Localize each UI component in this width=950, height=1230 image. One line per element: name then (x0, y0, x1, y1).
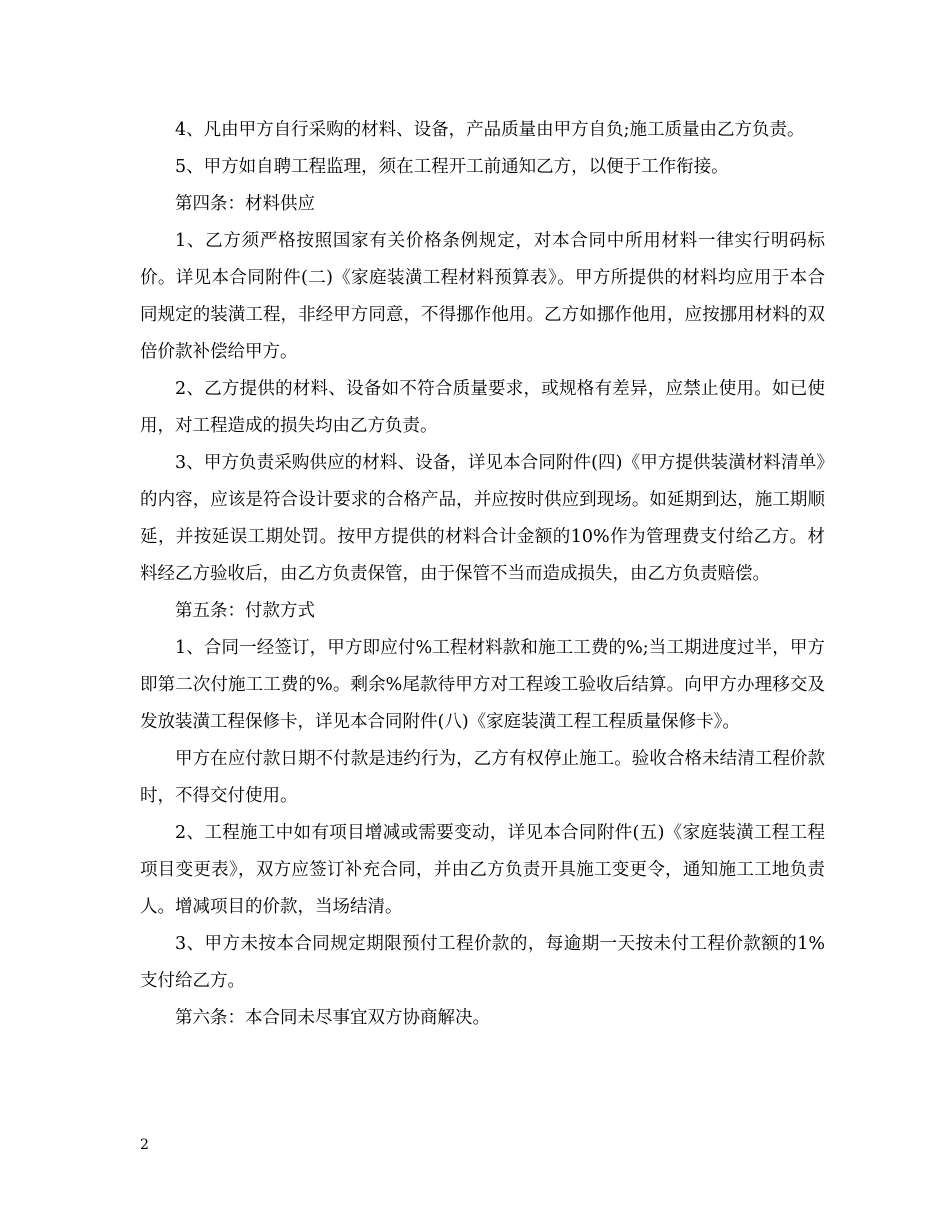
document-body (140, 112, 825, 1037)
paragraph-payment-schedule: 1、合同一经签订，甲方即应付%工程材料款和施工工费的%;当工期进度过半，甲方即第二次付施工工费的%。剩余%尾款待甲方对工程竣工验收后结算。向甲方办理移交及发放装潢工程保修卡，详见本合同附件(八)《家庭装潢工程工程质量保修卡》。 (140, 638, 825, 732)
section-heading-article-4: 第四条：材料供应 (175, 194, 315, 214)
paragraph-material-pricing: 1、乙方须严格按照国家有关价格条例规定，对本合同中所用材料一律实行明码标价。详见本合同附件(二)《家庭装潢工程材料预算表》。甲方所提供的材料均应用于本合同规定的装潢工程，非经甲方同意，不得挪作他用。乙方如挪作他用，应按挪用材料的双倍价款补偿给甲方。 (140, 231, 825, 362)
paragraph-item-5-supervision: 5、甲方如自聘工程监理，须在工程开工前通知乙方，以便于工作衔接。 (175, 157, 729, 177)
section-heading-article-5: 第五条：付款方式 (175, 601, 315, 621)
section-heading-article-6: 第六条：本合同未尽事宜双方协商解决。 (175, 1008, 490, 1028)
paragraph-payment-default: 甲方在应付款日期不付款是违约行为，乙方有权停止施工。验收合格未结清工程价款时，不得交付使用。 (140, 749, 825, 806)
paragraph-material-supply: 3、甲方负责采购供应的材料、设备，详见本合同附件(四)《甲方提供装潢材料清单》的内容，应该是符合设计要求的合格产品，并应按时供应到现场。如延期到达，施工期顺延，并按延误工期处罚。按甲方提供的材料合计金额的10%作为管理费支付给乙方。材料经乙方验收后，由乙方负责保管，由于保管不当而造成损失，由乙方负责赔偿。 (140, 453, 825, 584)
page-number: 2 (140, 1137, 149, 1153)
paragraph-material-quality: 2、乙方提供的材料、设备如不符合质量要求，或规格有差异，应禁止使用。如已使用，对工程造成的损失均由乙方负责。 (140, 379, 825, 436)
paragraph-project-changes: 2、工程施工中如有项目增减或需要变动，详见本合同附件(五)《家庭装潢工程工程项目变更表》，双方应签订补充合同，并由乙方负责开具施工变更令，通知施工工地负责人。增减项目的价款，当场结清。 (140, 823, 825, 917)
paragraph-item-4-quality: 4、凡由甲方自行采购的材料、设备，产品质量由甲方自负;施工质量由乙方负责。 (175, 120, 805, 140)
paragraph-late-payment: 3、甲方未按本合同规定期限预付工程价款的，每逾期一天按未付工程价款额的1%支付给乙方。 (140, 934, 825, 991)
